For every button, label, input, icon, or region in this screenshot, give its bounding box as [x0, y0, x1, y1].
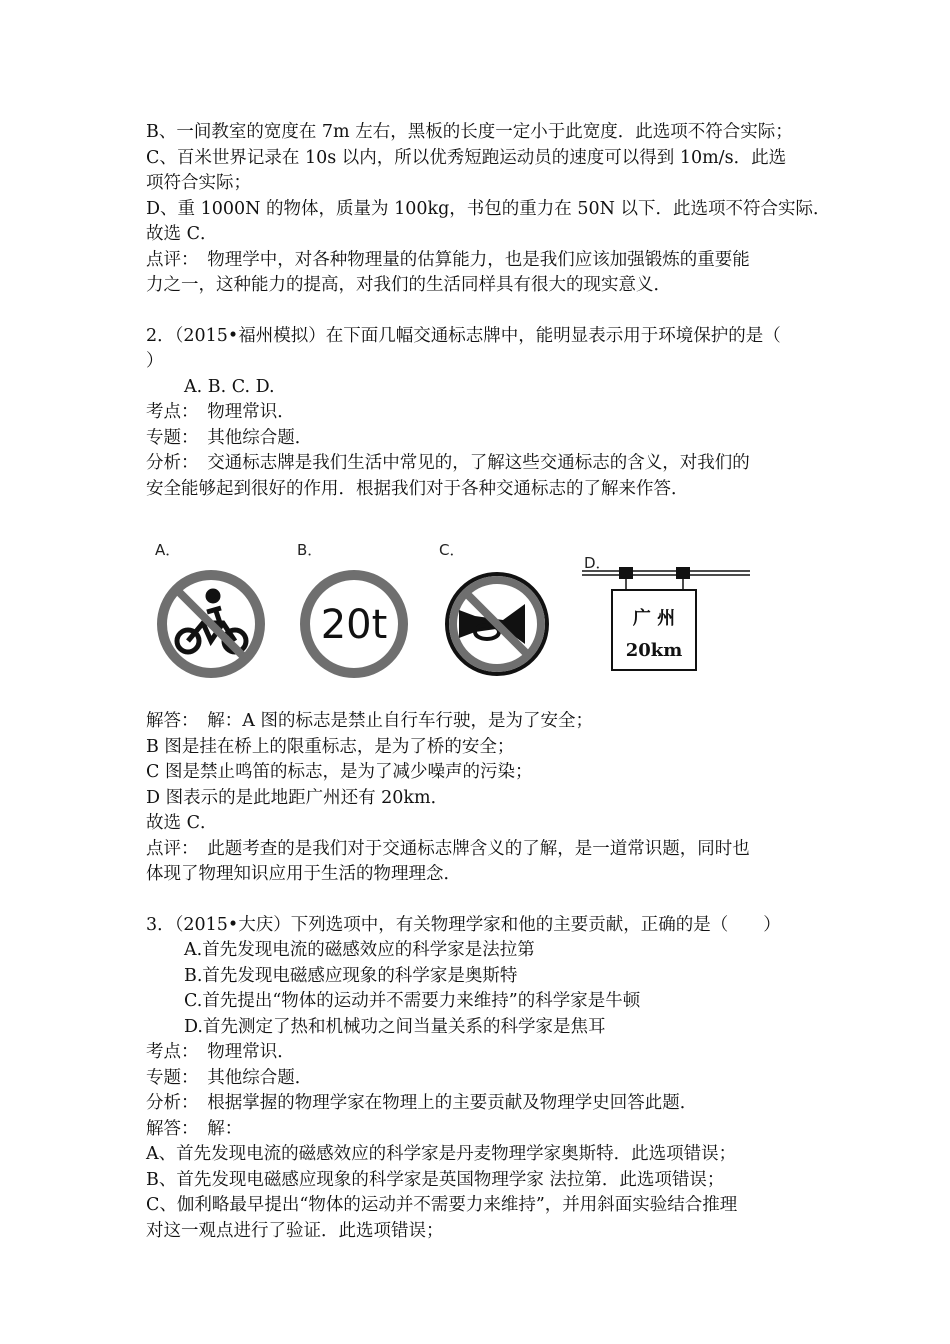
- q2-stem: 2．（2015•福州模拟）在下面几幅交通标志牌中，能明显表示用于环境保护的是（: [146, 325, 781, 346]
- distance-sign: [582, 564, 752, 694]
- q2-stem-cont: ）: [146, 351, 164, 371]
- answer-d-line: D、重 1000N 的物体，质量为 100kg，书包的重力在 50N 以下．此选项不符合实际．: [146, 198, 831, 219]
- q3-option-b: B.首先发现电磁感应现象的科学家是奥斯特: [184, 965, 518, 986]
- q2-conclusion: 故选 C．: [146, 813, 218, 833]
- answer-c-line: C、百米世界记录在 10s 以内，所以优秀短跑运动员的速度可以得到 10m/s．此选: [146, 147, 787, 168]
- q3-answer: 解答： 解：: [146, 1118, 243, 1139]
- q3-zhuanti: 专题： 其他综合题．: [146, 1067, 313, 1088]
- q3-option-a: A.首先发现电流的磁感效应的科学家是法拉第: [184, 940, 535, 960]
- q2-answer-b: B 图是挂在桥上的限重标志，是为了桥的安全；: [146, 736, 515, 757]
- sign-d-city: 广 州: [632, 608, 676, 629]
- document-page: [146, 120, 831, 1244]
- q2-comment: 点评： 此题考查的是我们对于交通标志牌含义的了解，是一道常识题，同时也: [146, 838, 750, 859]
- traffic-signs-figure: [0, 514, 950, 709]
- q2-analysis: 分析： 交通标志牌是我们生活中常见的，了解这些交通标志的含义，对我们的: [146, 453, 750, 473]
- q2-comment-cont: 体现了物理知识应用于生活的物理理念．: [146, 864, 461, 884]
- no-bicycle-sign: [155, 568, 267, 680]
- q3-answer-c: C、伽利略最早提出“物体的运动并不需要力来维持”，并用斜面实验结合推理: [146, 1195, 738, 1215]
- no-honking-sign: [441, 568, 553, 680]
- q2-options: A. B. C. D.: [184, 376, 275, 397]
- q3-answer-b: B、首先发现电磁感应现象的科学家是英国物理学家 法拉第．此选项错误；: [146, 1169, 725, 1190]
- sign-b-label: B．: [297, 541, 323, 559]
- answer-c-line-cont: 项符合实际；: [146, 173, 251, 193]
- weight-limit-sign: [298, 568, 410, 680]
- sign-b-text: 20t: [320, 602, 388, 648]
- sign-a-label: A．: [155, 541, 181, 559]
- q2-zhuanti: 专题： 其他综合题．: [146, 427, 313, 448]
- sign-d-label: D．: [584, 554, 611, 572]
- q2-answer-d: D 图表示的是此地距广州还有 20km．: [146, 787, 449, 808]
- q3-kaodian: 考点： 物理常识．: [146, 1042, 295, 1062]
- sign-d-distance: 20km: [625, 640, 683, 661]
- q2-answer-c: C 图是禁止鸣笛的标志，是为了减少噪声的污染；: [146, 762, 533, 782]
- q3-option-d: D.首先测定了热和机械功之间当量关系的科学家是焦耳: [184, 1016, 606, 1037]
- q3-option-c: C.首先提出“物体的运动并不需要力来维持”的科学家是牛顿: [184, 991, 641, 1011]
- q3-stem: 3．（2015•大庆）下列选项中，有关物理学家和他的主要贡献，正确的是（ ）: [146, 914, 781, 935]
- answer-b-line: B、一间教室的宽度在 7m 左右，黑板的长度一定小于此宽度．此选项不符合实际；: [146, 122, 793, 142]
- clamp-left: [619, 567, 633, 579]
- q3-analysis: 分析： 根据掌握的物理学家在物理上的主要贡献及物理学史回答此题．: [146, 1093, 698, 1113]
- q3-answer-c-cont: 对这一观点进行了验证．此选项错误；: [146, 1220, 444, 1241]
- q2-answer: 解答： 解：A 图的标志是禁止自行车行驶，是为了安全；: [146, 711, 593, 731]
- sign-c-label: C．: [439, 541, 465, 559]
- comment-line-cont: 力之一，这种能力的提高，对我们的生活同样具有很大的现实意义．: [146, 275, 671, 295]
- q2-analysis-cont: 安全能够起到很好的作用．根据我们对于各种交通标志的了解来作答．: [146, 478, 689, 499]
- comment-line: 点评： 物理学中，对各种物理量的估算能力，也是我们应该加强锻炼的重要能: [146, 249, 750, 270]
- q3-answer-a: A、首先发现电流的磁感效应的科学家是丹麦物理学家奥斯特．此选项错误；: [146, 1144, 737, 1164]
- clamp-right: [676, 567, 690, 579]
- conclusion-line: 故选 C．: [146, 224, 218, 244]
- q2-kaodian: 考点： 物理常识．: [146, 402, 295, 422]
